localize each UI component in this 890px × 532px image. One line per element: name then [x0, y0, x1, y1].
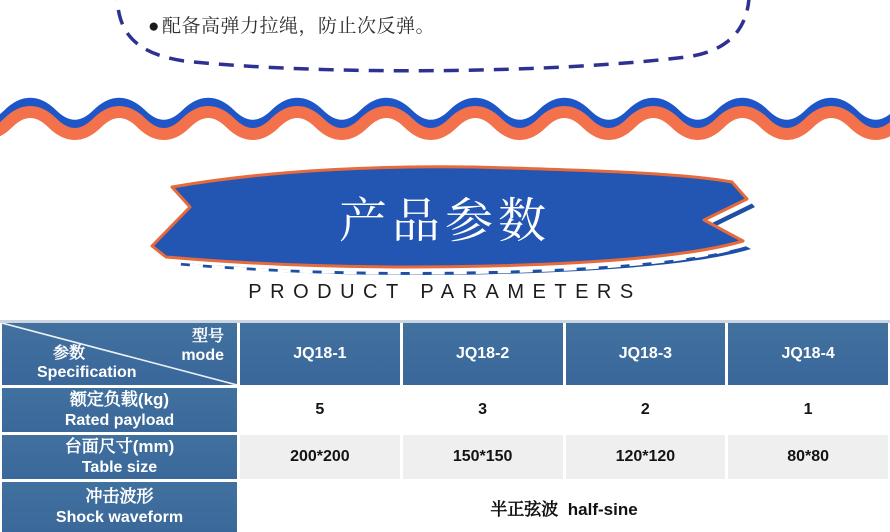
- column-header-jq18-3: JQ18-3: [566, 323, 726, 385]
- row-label-table-size: 台面尺寸(mm) Table size: [2, 435, 237, 479]
- row-label-shock-waveform: 冲击波形 Shock waveform: [2, 482, 237, 532]
- section-subtitle: PRODUCT PARAMETERS: [248, 281, 642, 303]
- bullet-dot-icon: ●: [148, 16, 160, 37]
- table-cell: 2: [566, 388, 726, 432]
- table-cell: 120*120: [566, 435, 726, 479]
- section-title: 产品参数: [338, 195, 551, 248]
- column-header-jq18-1: JQ18-1: [240, 323, 400, 385]
- feature-bullet-line: [148, 11, 435, 38]
- corner-spec-label: 参数 Specification: [37, 344, 137, 381]
- table-cell: 5: [240, 388, 400, 432]
- feature-text: 配备高弹力拉绳，防止次反弹。: [161, 16, 435, 37]
- table-corner-cell: [2, 323, 237, 385]
- column-header-jq18-4: JQ18-4: [728, 323, 888, 385]
- table-cell: 1: [728, 388, 888, 432]
- table-cell: 150*150: [403, 435, 563, 479]
- table-cell-merged: 半正弦波 half-sine: [240, 482, 888, 532]
- row-label-rated-payload: 额定负载(kg) Rated payload: [2, 388, 237, 432]
- table-cell: 3: [403, 388, 563, 432]
- wave-divider: [0, 85, 890, 155]
- spec-table: [0, 320, 890, 532]
- corner-model-label: 型号 mode: [181, 328, 224, 365]
- dashed-callout-border: [0, 0, 890, 85]
- table-cell: 200*200: [240, 435, 400, 479]
- table-cell: 80*80: [728, 435, 888, 479]
- column-header-jq18-2: JQ18-2: [403, 323, 563, 385]
